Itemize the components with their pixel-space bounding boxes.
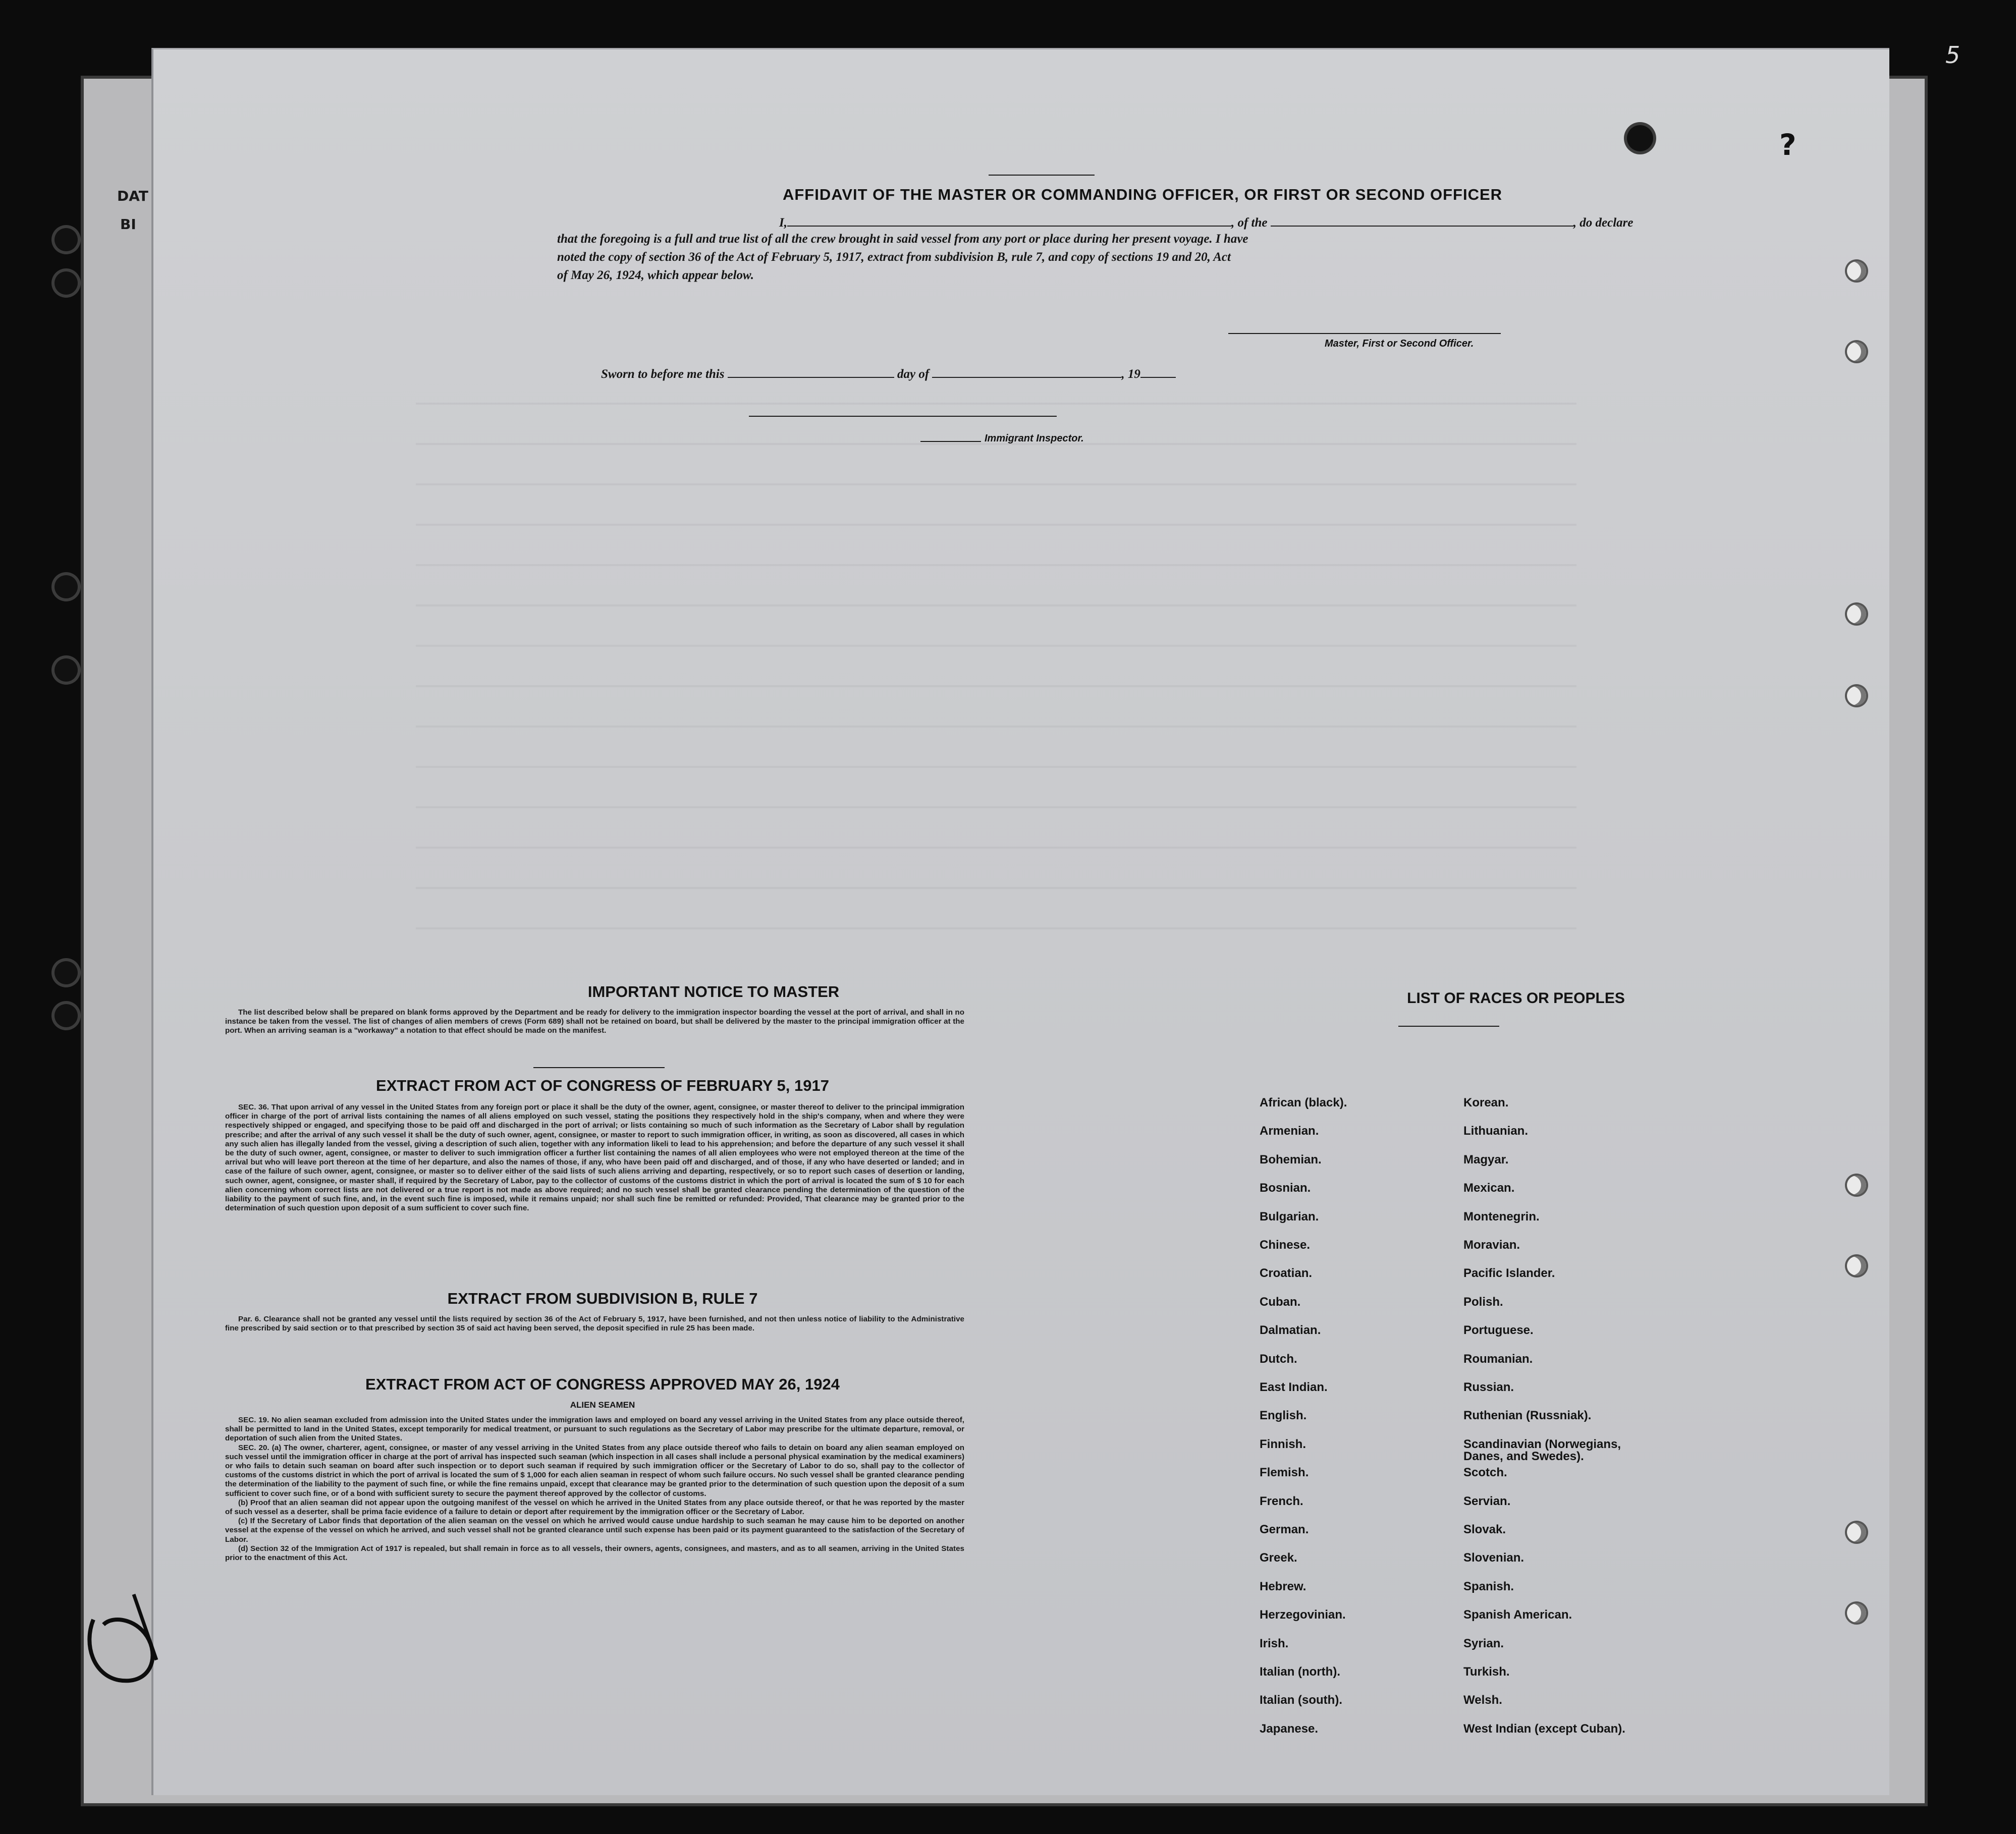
- sworn-prefix: Sworn to before me this: [601, 367, 725, 381]
- affidavit-declaration-line: [779, 216, 1633, 230]
- race-item: Slovak.: [1463, 1523, 1506, 1536]
- races-title-rule: [1398, 1026, 1499, 1027]
- left-edge-text: BI: [120, 216, 136, 233]
- race-item: Slovenian.: [1463, 1551, 1524, 1565]
- sworn-line: [601, 367, 1176, 381]
- bleed-through-row: [416, 564, 1576, 566]
- race-item: Montenegrin.: [1463, 1209, 1540, 1224]
- race-item: Servian.: [1463, 1494, 1511, 1508]
- punched-hole: [1847, 1523, 1866, 1542]
- sworn-day-blank: [728, 377, 894, 378]
- affidavit-i: I,: [779, 216, 787, 230]
- extract-1917-title: EXTRACT FROM ACT OF CONGRESS OF FEBRUARY 5, 1917: [376, 1077, 829, 1094]
- sec-20c-paragraph: (c) If the Secretary of Labor finds that deportation of the alien seaman on the vessel on which he arrived would cause undue hardship to such seaman he may cause him to be deported on another vessel at the expense of the vessel on which he arrived, and such vessel shall not be granted clearance until such expense has been paid or its payment guaranteed to the satisfaction of the Secretary of Labor.: [225, 1517, 964, 1544]
- notice-title: IMPORTANT NOTICE TO MASTER: [587, 983, 840, 1001]
- sec-36-paragraph: SEC. 36. That upon arrival of any vessel in the United States from any foreign port or place it shall be the duty of the owner, agent, consignee, or master thereof to deliver to the principal immigration officer in charge of the port of arrival lists containing the names of all aliens employed on such vessel, stating the positions they respectively hold in the ship's company, when and where they were respectively shipped or engaged, and specifying those to be paid off and discharged in the port of arrival; or lists containing so much of such information as the Secretary of Labor shall by regulation prescribe; and after the arrival of any such vessel it shall be the duty of such owner, agent, consignee, or master to report to such immigration officer, in writing, as soon as discovered, all cases in which any such alien has illegally landed from the vessel, giving a description of such alien, together with any information likeli to lead to his apprehension; and before the departure of any such vessel it shall be the duty of such owner, agent, consignee, or master to deliver to such immigration officer a further list containing the names of all alien employees who were not employed thereon at the time of the arrival but who will leave port thereon at the time of her departure, and also the names of those, if any, who have been paid off and discharged, and of those, if any who have deserted or landed; and in case of the failure of such owner, agent, consignee, or master so to deliver either of the said lists of such aliens arriving and departing, respectively, or so to report such cases of desertion or landing, such owner, agent, consignee, or master shall, if required by the Secretary of Labor, pay to the collector of customs of the customs district in which the port of arrival is located the sum of $ 10 for each alien concerning whom correct lists are not delivered or a true report is not made as above required; and no such vessel shall be granted clearance pending the determination of the question of the liability to the payment of such fine, and, in the event such fine is imposed, while it remains unpaid; nor shall such fine be remitted or refunded: Provided, That clearance may be granted prior to the determination of such question upon deposit of a sum sufficient to cover such fine.: [225, 1103, 964, 1213]
- binder-hole: [55, 575, 78, 598]
- race-item: African (black).: [1260, 1096, 1347, 1109]
- race-item: Finnish.: [1260, 1437, 1306, 1451]
- sec-20b-paragraph: (b) Proof that an alien seaman did not appear upon the outgoing manifest of the vessel on which he arrived in the United States from any place outside thereof, or that he was reported by the master of such vessel as a deserter, shall be prima facie evidence of a failure to detain or deport after requirement by the immigration officer or the Secretary of Labor.: [225, 1498, 964, 1517]
- race-item: Dalmatian.: [1260, 1323, 1321, 1338]
- signature-line: [1228, 333, 1501, 334]
- notice-text: [225, 1008, 964, 1036]
- race-item: Herzegovinian.: [1260, 1608, 1346, 1622]
- sec-19-paragraph: SEC. 19. No alien seaman excluded from admission into the United States under the immigration laws and employed on board any vessel arriving in the United States from any place outside thereof, shall be permitted to land in the United States, except temporarily for medical treatment, or pursuant to such regulations as the Secretary of Labor may prescribe for the ultimate departure, removal, or deportation of such alien from the United States.: [225, 1416, 964, 1443]
- race-item: Armenian.: [1260, 1124, 1319, 1138]
- race-item: Hebrew.: [1260, 1579, 1306, 1593]
- race-item: Roumanian.: [1463, 1352, 1533, 1366]
- race-item: Flemish.: [1260, 1466, 1309, 1480]
- bleed-through-row: [416, 483, 1576, 485]
- inspector-label: Immigrant Inspector.: [985, 433, 1084, 444]
- race-item: Magyar.: [1463, 1152, 1509, 1166]
- bleed-through-row: [416, 847, 1576, 849]
- section-divider: [533, 1067, 665, 1068]
- race-item-continuation: Danes, and Swedes).: [1463, 1450, 1584, 1463]
- race-item: Bohemian.: [1260, 1152, 1322, 1166]
- notice-paragraph: The list described below shall be prepared on blank forms approved by the Department and be ready for delivery to the immigration inspector boarding the vessel at the port of arrival, and shall in no instance be taken from the vessel. The list of changes of alien members of crews (Form 689) shall not be retained on board, but shall be delivered by the master to the principal immigration officer at the port. When an arriving seaman is a "workaway" a notation to that effect should be made on the manifest.: [225, 1008, 964, 1035]
- race-item: Japanese.: [1260, 1721, 1319, 1736]
- race-item: Lithuanian.: [1463, 1124, 1528, 1138]
- inspector-line: [749, 416, 1057, 417]
- races-title: LIST OF RACES OR PEOPLES: [1407, 990, 1625, 1007]
- race-item: Welsh.: [1463, 1693, 1502, 1707]
- punched-hole: [1847, 1176, 1866, 1195]
- race-item: Bulgarian.: [1260, 1209, 1319, 1224]
- sworn-month-blank: [932, 377, 1121, 378]
- race-item: Italian (north).: [1260, 1665, 1340, 1679]
- punched-hole: [1847, 1603, 1866, 1623]
- sworn-day: day of: [897, 367, 930, 381]
- race-item: Ruthenian (Russniak).: [1463, 1409, 1592, 1423]
- race-item: Polish.: [1463, 1295, 1503, 1309]
- binder-hole: [55, 228, 78, 251]
- bleed-through-row: [416, 524, 1576, 526]
- binder-hole: [55, 1004, 78, 1027]
- race-item: Croatian.: [1260, 1266, 1313, 1281]
- bleed-through-row: [416, 604, 1576, 606]
- binder-hole: [55, 271, 78, 295]
- bleed-through-row: [416, 403, 1576, 405]
- par-6-paragraph: Par. 6. Clearance shall not be granted any vessel until the lists required by section 36 of the Act of February 5, 1917, have been furnished, and not then unless notice of liability to the Administrative fine prescribed by said section or to that prescribed by section 35 of said act having been served, the deposit specified in rule 25 has been made.: [225, 1315, 964, 1333]
- affidavit-body-line: that the foregoing is a full and true list of all the crew brought in said vessel from any port or place during her present voyage. I have: [557, 232, 1248, 246]
- rule-7-title: EXTRACT FROM SUBDIVISION B, RULE 7: [447, 1290, 758, 1307]
- affidavit-body-line: noted the copy of section 36 of the Act of February 5, 1917, extract from subdivision B, rule 7, and copy of sections 19 and 20, Act: [557, 250, 1231, 264]
- punched-hole: [1847, 1256, 1866, 1275]
- race-item: Italian (south).: [1260, 1693, 1342, 1707]
- binder-hole: [55, 658, 78, 682]
- race-item: Greek.: [1260, 1551, 1297, 1565]
- sworn-year: , 19: [1121, 367, 1140, 381]
- corner-mark: 5: [1945, 41, 1960, 69]
- punched-hole: [1847, 342, 1866, 361]
- punched-hole: [1847, 261, 1866, 281]
- race-item: Portuguese.: [1463, 1323, 1534, 1338]
- binder-hole: [55, 961, 78, 984]
- race-item: Scotch.: [1463, 1466, 1507, 1480]
- race-item: Syrian.: [1463, 1636, 1504, 1650]
- race-item: Scandinavian (Norwegians,: [1463, 1437, 1621, 1451]
- name-blank: [787, 226, 1231, 227]
- bleed-through-row: [416, 766, 1576, 768]
- manifest-sheet: [151, 48, 1889, 1795]
- affidavit-body-line: of May 26, 1924, which appear below.: [557, 268, 754, 282]
- race-item: Turkish.: [1463, 1665, 1510, 1679]
- race-item: Dutch.: [1260, 1352, 1297, 1366]
- punched-hole: [1627, 125, 1653, 151]
- sec-20d-paragraph: (d) Section 32 of the Immigration Act of 1917 is repealed, but shall remain in force as to all vessels, their owners, agents, consignees, and masters, and as to all seamen, arriving in the United States prior to the enactment of this Act.: [225, 1544, 964, 1563]
- extract-1924-title: EXTRACT FROM ACT OF CONGRESS APPROVED MAY 26, 1924: [365, 1375, 840, 1393]
- bleed-through-row: [416, 806, 1576, 808]
- race-item: Irish.: [1260, 1636, 1289, 1650]
- extract-1917-text: [225, 1103, 964, 1213]
- race-item: Cuban.: [1260, 1295, 1301, 1309]
- race-item: West Indian (except Cuban).: [1463, 1721, 1625, 1736]
- race-item: Spanish.: [1463, 1579, 1514, 1593]
- bleed-through-row: [416, 887, 1576, 889]
- punched-hole: [1847, 686, 1866, 705]
- signature-label: Master, First or Second Officer.: [1325, 338, 1474, 349]
- affidavit-declare: , do declare: [1573, 216, 1633, 230]
- bleed-through-row: [416, 726, 1576, 728]
- alien-seamen-subtitle: ALIEN SEAMEN: [570, 1400, 635, 1410]
- pencil-scribble: [73, 1589, 169, 1690]
- bleed-through-row: [416, 927, 1576, 929]
- extract-1924-text: [225, 1416, 964, 1563]
- race-item: Chinese.: [1260, 1238, 1311, 1252]
- sec-20a-paragraph: SEC. 20. (a) The owner, charterer, agent, consignee, or master of any vessel arriving in the United States from any place outside thereof who fails to detain on board any alien seaman employed on such vessel until the immigration officer in charge at the port of arrival has inspected such seaman (which inspection in all cases shall include a personal physical examination by the medical examiners) or who fails to detain such seaman on board after such inspection or to deport such seaman if required by such immigration officer or the Secretary of Labor to do so, shall pay to the collector of customs of the customs district in which the port of arrival is located the sum of $ 1,000 for each alien seaman in respect of whom such failure occurs. No such vessel shall be granted clearance pending the determination of the liability to the payment of such fine, or while the fine remains unpaid, except that clearance may be granted prior to the determination of such question upon the deposit of a sum sufficient to cover such fine, or of a bond with sufficient surety to secure the payment thereof approved by the collector of customs.: [225, 1443, 964, 1498]
- race-item: Mexican.: [1463, 1181, 1515, 1195]
- race-item: East Indian.: [1260, 1380, 1328, 1394]
- race-item: Pacific Islander.: [1463, 1266, 1555, 1281]
- pencil-mark: ?: [1779, 128, 1796, 162]
- rule-7-text: [225, 1315, 964, 1333]
- race-item: Korean.: [1463, 1096, 1509, 1109]
- race-item: English.: [1260, 1409, 1307, 1423]
- left-edge-text: DAT: [117, 188, 148, 204]
- inspector-short-line: [920, 441, 981, 442]
- bleed-through-row: [416, 645, 1576, 647]
- race-item: Bosnian.: [1260, 1181, 1311, 1195]
- affidavit-title-rule: [989, 175, 1095, 176]
- punched-hole: [1847, 604, 1866, 624]
- race-item: Moravian.: [1463, 1238, 1520, 1252]
- race-item: French.: [1260, 1494, 1303, 1508]
- affidavit-of-the: , of the: [1231, 216, 1268, 230]
- bleed-through-row: [416, 685, 1576, 687]
- vessel-blank: [1271, 226, 1573, 227]
- race-item: Russian.: [1463, 1380, 1514, 1394]
- race-item: German.: [1260, 1523, 1309, 1536]
- race-item: Spanish American.: [1463, 1608, 1572, 1622]
- affidavit-title: AFFIDAVIT OF THE MASTER OR COMMANDING OFFICER, OR FIRST OR SECOND OFFICER: [782, 186, 1503, 203]
- sworn-year-blank: [1140, 377, 1176, 378]
